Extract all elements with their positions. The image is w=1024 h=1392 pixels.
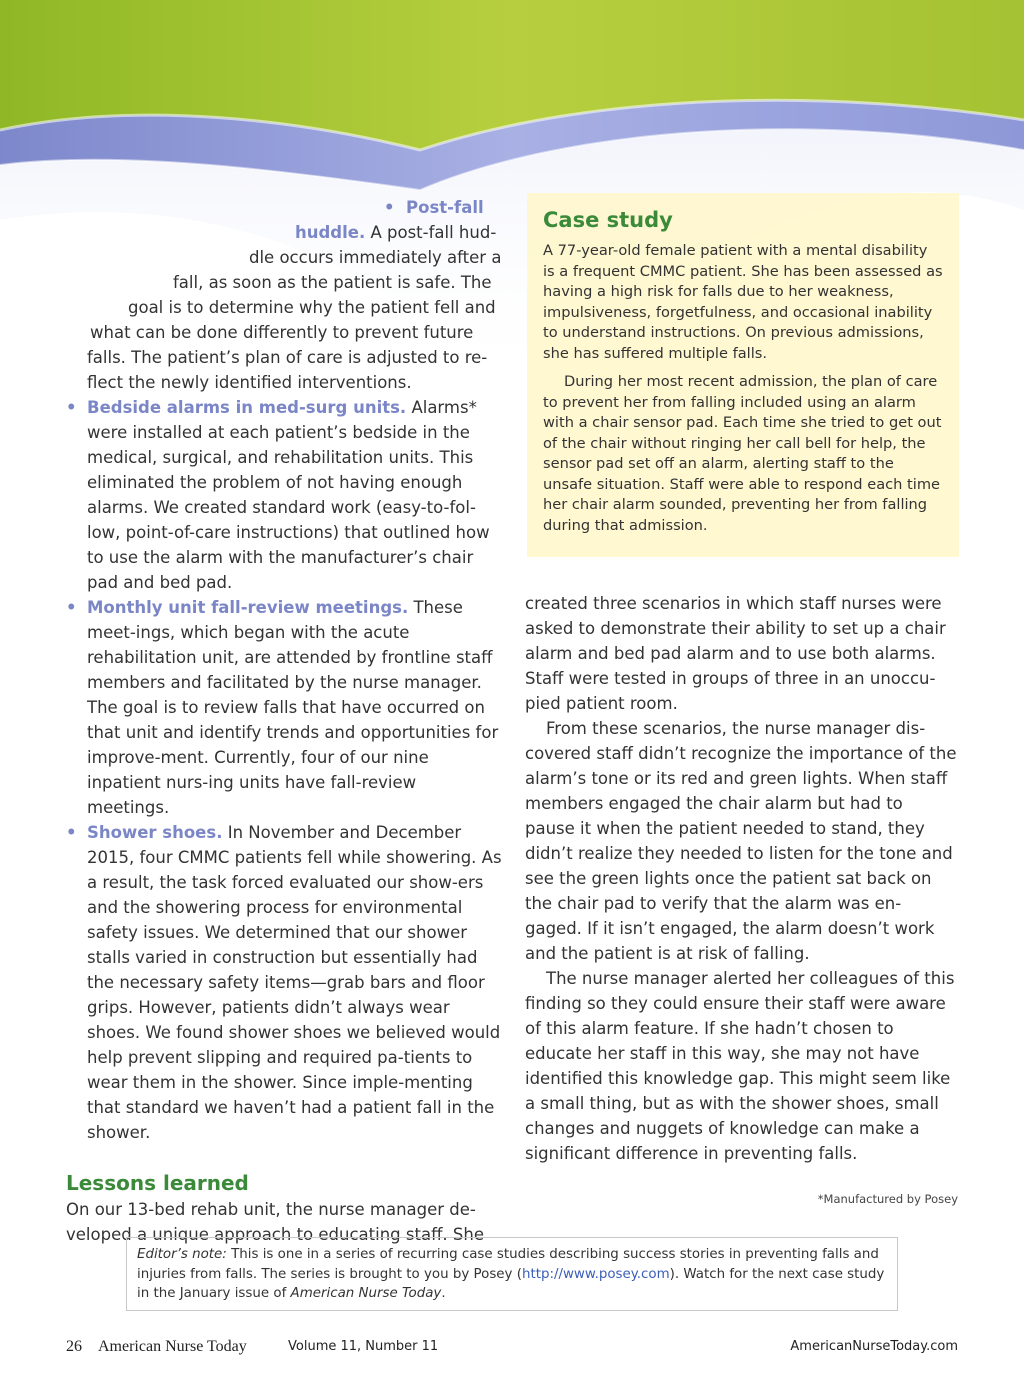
bullet-lead: Shower shoes. bbox=[87, 823, 223, 842]
text-line: dle occurs immediately after a bbox=[249, 248, 502, 267]
footer-magazine-name: American Nurse Today bbox=[98, 1338, 247, 1355]
editor-note-text: . bbox=[441, 1286, 446, 1301]
case-study-paragraph: During her most recent admission, the plan of care to prevent her from falling included using an alarm with a chair sensor pad. Each time she tried to get out of the chair without ringing her call bell for help, the sensor pad set off an alarm, alerting staff to the unsafe situation. Staff were able to respond each time her chair alarm sounded, preventing her from falling during that admission. bbox=[543, 373, 942, 534]
bullet-lead: Monthly unit fall-review meetings. bbox=[87, 598, 409, 617]
body-paragraph: From these scenarios, the nurse manager dis-covered staff didn’t recognize the importance of the alarm’s tone or its red and green lights. When staff members engaged the chair alarm but had to pause it when the patient needed to stand, they didn’t realize they needed to listen for the tone and see the green lights once the patient sat back on the chair pad to verify that the alarm was en-gaged. If it isn’t engaged, the alarm doesn’t work and the patient is at risk of falling. bbox=[525, 719, 957, 963]
body-paragraph: The nurse manager alerted her colleagues of this finding so they could ensure their staff were aware of this alarm feature. If she hadn’t chosen to educate her staff in this way, she may not have identified this knowledge gap. This might seem like a small thing, but as with the shower shoes, small changes and nuggets of knowledge can make a significant difference in preventing falls. bbox=[525, 969, 955, 1163]
text-line: goal is to determine why the patient fell and bbox=[128, 298, 496, 317]
page-footer bbox=[66, 1338, 958, 1362]
magazine-title: American Nurse Today bbox=[290, 1286, 442, 1301]
editor-note-box bbox=[126, 1237, 898, 1311]
body-paragraph: created three scenarios in which staff nurses were asked to demonstrate their ability to set up a chair alarm and bed pad alarm and to use both alarms. Staff were tested in groups of three in an unoccu-pied patient room. bbox=[525, 594, 946, 713]
bullet-lead: Bedside alarms in med-surg units. bbox=[87, 398, 407, 417]
section-heading-lessons-learned: Lessons learned bbox=[66, 1171, 249, 1195]
editor-note-text: This is one in a series of recurring case studies describing success stories in preventing falls and injuries from falls. The series is brought to you by Posey ( bbox=[137, 1247, 879, 1282]
text-line: falls. The patient’s plan of care is adjusted to re- bbox=[87, 348, 488, 367]
bullet-dot: • bbox=[66, 398, 77, 417]
bullet-text: These meet-ings, which began with the acute rehabilitation unit, are attended by frontline staff members and facilitated by the nurse manager. The goal is to review falls that have occurred on that unit and identify trends and opportunities for improve-ment. Currently, four of our nine inpatient nurs-ing units have fall-review meetings. bbox=[87, 598, 499, 817]
footer-website[interactable]: AmericanNurseToday.com bbox=[790, 1339, 958, 1354]
text-line: flect the newly identified interventions. bbox=[87, 373, 412, 392]
bullet-lead: huddle. bbox=[295, 223, 366, 242]
bullet-post-fall-huddle bbox=[66, 195, 502, 395]
posey-link[interactable]: http://www.posey.com bbox=[521, 1266, 670, 1282]
bullet-dot: • bbox=[66, 823, 77, 842]
bullet-fall-review-meetings bbox=[66, 595, 502, 820]
footer-volume: Volume 11, Number 11 bbox=[288, 1339, 439, 1354]
text-line: fall, as soon as the patient is safe. The bbox=[173, 273, 492, 292]
bullet-text: Alarms* were installed at each patient’s bedside in the medical, surgical, and rehabilitation units. This eliminated the problem of not having enough alarms. We created standard work (easy-to-fol-low, point-of-care instructions) that outlined how to use the alarm with the manufacturer’s chair pad and bed pad. bbox=[87, 398, 490, 592]
case-study-sidebar bbox=[527, 193, 959, 557]
right-column bbox=[525, 591, 957, 1166]
case-study-title: Case study bbox=[543, 208, 673, 232]
text-line: what can be done differently to prevent future bbox=[90, 323, 474, 342]
footnote: *Manufactured by Posey bbox=[817, 1192, 958, 1206]
page-number: 26 bbox=[66, 1338, 82, 1355]
bullet-dot: • bbox=[384, 198, 407, 217]
editor-note-label: Editor’s note: bbox=[137, 1247, 227, 1262]
case-study-paragraph: A 77-year-old female patient with a mental disability is a frequent CMMC patient. She has been assessed as having a high risk for falls due to her weakness, impulsiveness, forgetfulness, and occasional inability to understand instructions. On previous admissions, she has suffered multiple falls. bbox=[543, 242, 943, 362]
editor-note-text: ). Watch for the next case study in the January issue of bbox=[137, 1266, 885, 1301]
bullet-dot: • bbox=[66, 598, 77, 617]
lessons-learned-body: On our 13-bed rehab unit, the nurse manager de-veloped a unique approach to educating staff. She bbox=[66, 1200, 485, 1244]
bullet-text: In November and December 2015, four CMMC patients fell while showering. As a result, the task forced evaluated our show-ers and the showering process for environmental safety issues. We determined that our shower stalls varied in construction but essentially had the necessary safety items—grab bars and floor grips. However, patients didn’t always wear shoes. We found shower shoes we believed would help prevent slipping and required pa-tients to wear them in the shower. Since imple-menting that standard we haven’t had a patient fall in the shower. bbox=[87, 823, 502, 1142]
bullet-lead: Post-fall bbox=[406, 198, 484, 217]
bullet-shower-shoes bbox=[66, 820, 502, 1145]
bullet-text: A post-fall hud- bbox=[365, 223, 497, 242]
bullet-bedside-alarms bbox=[66, 395, 502, 595]
left-column bbox=[66, 195, 502, 1247]
